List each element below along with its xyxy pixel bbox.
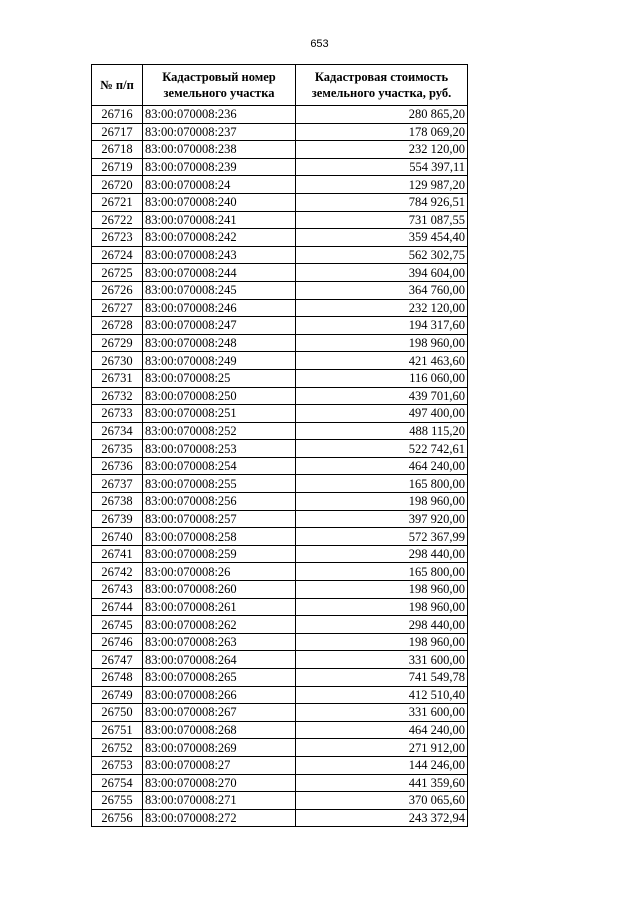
row-number-cell: 26754 <box>92 774 143 792</box>
table-row <box>92 246 468 264</box>
row-number-cell: 26719 <box>92 158 143 176</box>
cadastral-number-cell: 83:00:070008:264 <box>143 651 296 669</box>
cadastral-value-cell: 298 440,00 <box>296 545 468 563</box>
cadastral-number-cell: 83:00:070008:261 <box>143 598 296 616</box>
cadastral-value-cell: 441 359,60 <box>296 774 468 792</box>
row-number-cell: 26732 <box>92 387 143 405</box>
table-row <box>92 457 468 475</box>
row-number-cell: 26744 <box>92 598 143 616</box>
cadastral-value-cell: 397 920,00 <box>296 510 468 528</box>
cadastral-number-cell: 83:00:070008:237 <box>143 123 296 141</box>
row-number-cell: 26734 <box>92 422 143 440</box>
cadastral-value-cell: 464 240,00 <box>296 721 468 739</box>
row-number-cell: 26751 <box>92 721 143 739</box>
cadastral-value-cell: 243 372,94 <box>296 809 468 827</box>
table-row <box>92 123 468 141</box>
cadastral-value-cell: 178 069,20 <box>296 123 468 141</box>
cadastral-number-cell: 83:00:070008:253 <box>143 440 296 458</box>
page-number: 653 <box>310 38 329 50</box>
table-row <box>92 563 468 581</box>
cadastral-value-cell: 198 960,00 <box>296 334 468 352</box>
header-num: № п/п <box>92 65 143 106</box>
cadastral-number-cell: 83:00:070008:269 <box>143 739 296 757</box>
row-number-cell: 26745 <box>92 616 143 634</box>
cadastral-value-cell: 562 302,75 <box>296 246 468 264</box>
cadastral-number-cell: 83:00:070008:241 <box>143 211 296 229</box>
cadastral-number-cell: 83:00:070008:257 <box>143 510 296 528</box>
cadastral-number-cell: 83:00:070008:248 <box>143 334 296 352</box>
header-cadastral-number <box>143 65 296 106</box>
row-number-cell: 26755 <box>92 792 143 810</box>
table-row <box>92 616 468 634</box>
table-row <box>92 669 468 687</box>
cadastral-value-cell: 129 987,20 <box>296 176 468 194</box>
cadastral-number-cell: 83:00:070008:267 <box>143 704 296 722</box>
cadastral-number-cell: 83:00:070008:249 <box>143 352 296 370</box>
cadastral-number-cell: 83:00:070008:240 <box>143 193 296 211</box>
row-number-cell: 26748 <box>92 669 143 687</box>
table-row <box>92 545 468 563</box>
cadastral-value-cell: 497 400,00 <box>296 405 468 423</box>
row-number-cell: 26736 <box>92 457 143 475</box>
cadastral-number-cell: 83:00:070008:238 <box>143 141 296 159</box>
table-row <box>92 581 468 599</box>
row-number-cell: 26731 <box>92 369 143 387</box>
cadastral-value-cell: 271 912,00 <box>296 739 468 757</box>
cadastral-number-cell: 83:00:070008:245 <box>143 281 296 299</box>
row-number-cell: 26722 <box>92 211 143 229</box>
table-row <box>92 756 468 774</box>
table-row <box>92 651 468 669</box>
cadastral-number-cell: 83:00:070008:263 <box>143 633 296 651</box>
table-body <box>92 106 468 827</box>
table-row <box>92 281 468 299</box>
cadastral-number-cell: 83:00:070008:265 <box>143 669 296 687</box>
header-cadastral-line1: Кадастровый номер <box>162 70 276 84</box>
row-number-cell: 26730 <box>92 352 143 370</box>
row-number-cell: 26718 <box>92 141 143 159</box>
cadastral-number-cell: 83:00:070008:242 <box>143 229 296 247</box>
header-cadastral-value <box>296 65 468 106</box>
cadastral-number-cell: 83:00:070008:270 <box>143 774 296 792</box>
row-number-cell: 26741 <box>92 545 143 563</box>
cadastral-value-cell: 741 549,78 <box>296 669 468 687</box>
table-row <box>92 721 468 739</box>
table-row <box>92 141 468 159</box>
header-value-line1: Кадастровая стоимость <box>314 70 449 84</box>
row-number-cell: 26717 <box>92 123 143 141</box>
cadastral-value-cell: 198 960,00 <box>296 581 468 599</box>
row-number-cell: 26743 <box>92 581 143 599</box>
row-number-cell: 26716 <box>92 106 143 124</box>
cadastral-value-cell: 116 060,00 <box>296 369 468 387</box>
cadastral-number-cell: 83:00:070008:247 <box>143 317 296 335</box>
cadastral-value-cell: 522 742,61 <box>296 440 468 458</box>
table-row <box>92 106 468 124</box>
row-number-cell: 26737 <box>92 475 143 493</box>
row-number-cell: 26740 <box>92 528 143 546</box>
cadastral-value-cell: 198 960,00 <box>296 493 468 511</box>
cadastral-value-cell: 198 960,00 <box>296 633 468 651</box>
cadastral-number-cell: 83:00:070008:26 <box>143 563 296 581</box>
cadastral-value-cell: 394 604,00 <box>296 264 468 282</box>
row-number-cell: 26746 <box>92 633 143 651</box>
table-row <box>92 422 468 440</box>
cadastral-number-cell: 83:00:070008:251 <box>143 405 296 423</box>
table-row <box>92 704 468 722</box>
cadastral-number-cell: 83:00:070008:27 <box>143 756 296 774</box>
cadastral-number-cell: 83:00:070008:255 <box>143 475 296 493</box>
cadastral-value-cell: 144 246,00 <box>296 756 468 774</box>
cadastral-number-cell: 83:00:070008:271 <box>143 792 296 810</box>
table-row <box>92 475 468 493</box>
header-cadastral-line2: земельного участка <box>163 86 275 100</box>
cadastral-number-cell: 83:00:070008:258 <box>143 528 296 546</box>
table-row <box>92 334 468 352</box>
table-row <box>92 176 468 194</box>
row-number-cell: 26738 <box>92 493 143 511</box>
cadastral-value-cell: 331 600,00 <box>296 704 468 722</box>
row-number-cell: 26735 <box>92 440 143 458</box>
cadastral-value-cell: 232 120,00 <box>296 141 468 159</box>
row-number-cell: 26725 <box>92 264 143 282</box>
table-row <box>92 493 468 511</box>
table-row <box>92 809 468 827</box>
cadastral-number-cell: 83:00:070008:266 <box>143 686 296 704</box>
cadastral-value-cell: 298 440,00 <box>296 616 468 634</box>
row-number-cell: 26720 <box>92 176 143 194</box>
cadastral-value-cell: 364 760,00 <box>296 281 468 299</box>
row-number-cell: 26753 <box>92 756 143 774</box>
cadastral-value-cell: 165 800,00 <box>296 475 468 493</box>
row-number-cell: 26747 <box>92 651 143 669</box>
table-row <box>92 369 468 387</box>
cadastral-number-cell: 83:00:070008:272 <box>143 809 296 827</box>
table-row <box>92 792 468 810</box>
cadastral-value-cell: 572 367,99 <box>296 528 468 546</box>
table-row <box>92 352 468 370</box>
cadastral-number-cell: 83:00:070008:243 <box>143 246 296 264</box>
row-number-cell: 26723 <box>92 229 143 247</box>
cadastral-number-cell: 83:00:070008:252 <box>143 422 296 440</box>
row-number-cell: 26721 <box>92 193 143 211</box>
table-row <box>92 633 468 651</box>
table-row <box>92 739 468 757</box>
table-row <box>92 598 468 616</box>
table-row <box>92 229 468 247</box>
table-row <box>92 264 468 282</box>
cadastral-value-cell: 280 865,20 <box>296 106 468 124</box>
cadastral-number-cell: 83:00:070008:268 <box>143 721 296 739</box>
cadastral-value-cell: 370 065,60 <box>296 792 468 810</box>
row-number-cell: 26739 <box>92 510 143 528</box>
cadastral-value-cell: 464 240,00 <box>296 457 468 475</box>
table-row <box>92 158 468 176</box>
cadastral-number-cell: 83:00:070008:256 <box>143 493 296 511</box>
table-header-row <box>92 65 468 106</box>
cadastral-number-cell: 83:00:070008:254 <box>143 457 296 475</box>
table-row <box>92 193 468 211</box>
table-row <box>92 774 468 792</box>
table-row <box>92 299 468 317</box>
row-number-cell: 26749 <box>92 686 143 704</box>
row-number-cell: 26724 <box>92 246 143 264</box>
row-number-cell: 26729 <box>92 334 143 352</box>
table-row <box>92 317 468 335</box>
table-row <box>92 440 468 458</box>
cadastral-value-cell: 421 463,60 <box>296 352 468 370</box>
header-value-line2: земельного участка, руб. <box>311 86 452 100</box>
cadastral-value-cell: 731 087,55 <box>296 211 468 229</box>
cadastral-number-cell: 83:00:070008:246 <box>143 299 296 317</box>
cadastral-value-cell: 331 600,00 <box>296 651 468 669</box>
cadastral-value-cell: 488 115,20 <box>296 422 468 440</box>
cadastral-number-cell: 83:00:070008:25 <box>143 369 296 387</box>
row-number-cell: 26726 <box>92 281 143 299</box>
row-number-cell: 26756 <box>92 809 143 827</box>
row-number-cell: 26742 <box>92 563 143 581</box>
table-row <box>92 387 468 405</box>
cadastral-value-cell: 194 317,60 <box>296 317 468 335</box>
table-row <box>92 211 468 229</box>
cadastral-number-cell: 83:00:070008:236 <box>143 106 296 124</box>
cadastral-number-cell: 83:00:070008:244 <box>143 264 296 282</box>
cadastral-number-cell: 83:00:070008:260 <box>143 581 296 599</box>
row-number-cell: 26733 <box>92 405 143 423</box>
cadastral-value-cell: 232 120,00 <box>296 299 468 317</box>
cadastral-number-cell: 83:00:070008:262 <box>143 616 296 634</box>
table-row <box>92 686 468 704</box>
table-row <box>92 510 468 528</box>
row-number-cell: 26750 <box>92 704 143 722</box>
cadastral-value-cell: 439 701,60 <box>296 387 468 405</box>
cadastral-value-cell: 784 926,51 <box>296 193 468 211</box>
cadastral-number-cell: 83:00:070008:239 <box>143 158 296 176</box>
cadastral-value-cell: 412 510,40 <box>296 686 468 704</box>
cadastral-value-cell: 554 397,11 <box>296 158 468 176</box>
row-number-cell: 26728 <box>92 317 143 335</box>
row-number-cell: 26752 <box>92 739 143 757</box>
table-row <box>92 405 468 423</box>
cadastral-value-cell: 165 800,00 <box>296 563 468 581</box>
table-row <box>92 528 468 546</box>
cadastral-number-cell: 83:00:070008:259 <box>143 545 296 563</box>
cadastral-value-cell: 198 960,00 <box>296 598 468 616</box>
row-number-cell: 26727 <box>92 299 143 317</box>
cadastral-number-cell: 83:00:070008:250 <box>143 387 296 405</box>
cadastral-value-table <box>91 64 468 827</box>
cadastral-value-cell: 359 454,40 <box>296 229 468 247</box>
cadastral-number-cell: 83:00:070008:24 <box>143 176 296 194</box>
